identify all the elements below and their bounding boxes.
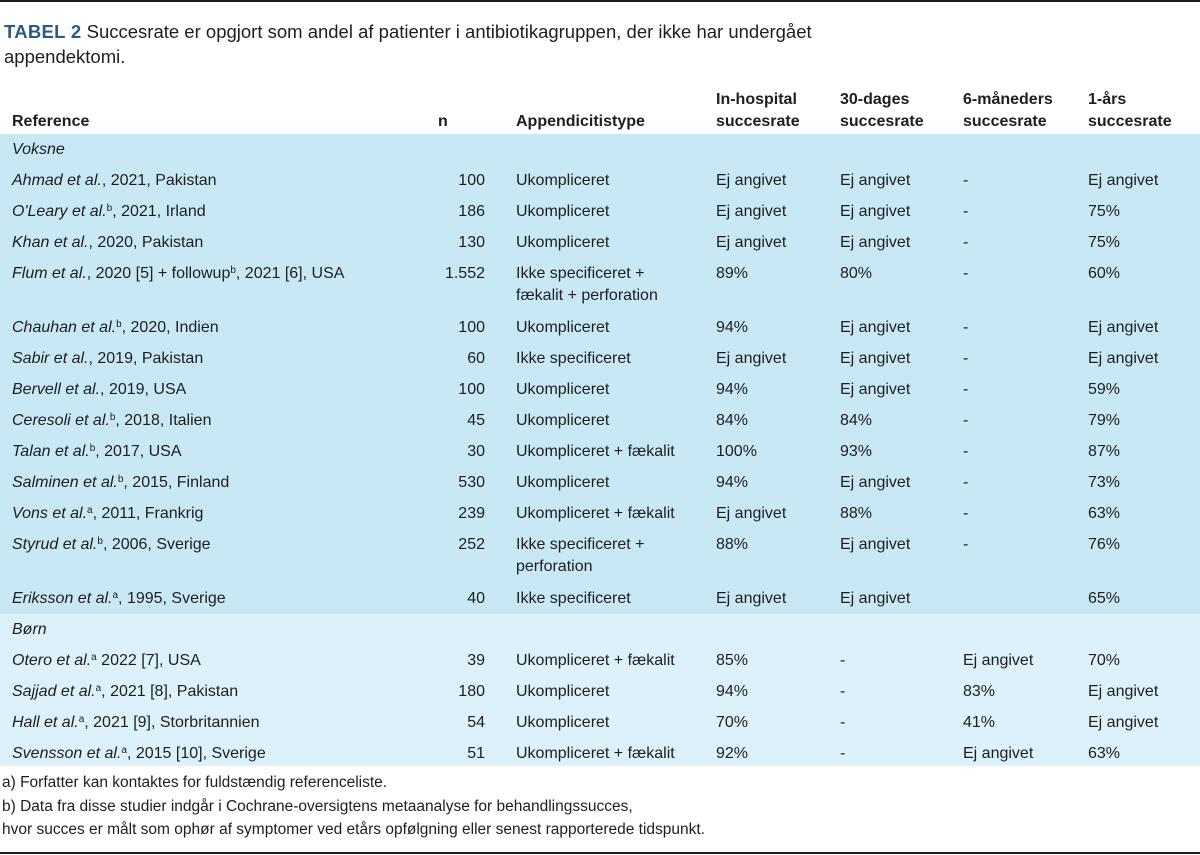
author-name: Flum et al.: [12, 265, 87, 282]
type-line: Ukompliceret: [516, 172, 610, 189]
cell-1-year: 59%: [1088, 381, 1121, 398]
footnote-marker: b: [109, 412, 116, 423]
cell-30-days: 88%: [840, 505, 873, 522]
cell-n: 130: [458, 234, 485, 251]
cell-appendicitistype: [516, 681, 609, 703]
cell-1-year: 63%: [1088, 505, 1121, 522]
cell-appendicitistype: [516, 712, 609, 734]
table-row: [0, 263, 1200, 317]
table-row: [0, 317, 1200, 348]
cell-in-hospital: Ej angivet: [716, 590, 787, 607]
author-name: Otero et al.: [12, 652, 92, 669]
author-name: Khan et al.: [12, 234, 89, 251]
cell-6-months: -: [963, 381, 969, 398]
table-row: [0, 472, 1200, 503]
type-line: Ukompliceret: [516, 412, 610, 429]
cell-reference: [12, 588, 226, 610]
cell-1-year: 87%: [1088, 443, 1121, 460]
cell-n: 100: [458, 319, 485, 336]
cell-1-year: 63%: [1088, 745, 1121, 762]
caption-text: Succesrate er opgjort som andel af patienter i antibiotikagruppen, der ikke har undergået appendektomi.: [4, 21, 812, 67]
cell-appendicitistype: [516, 170, 609, 192]
cell-1-year: Ej angivet: [1088, 714, 1159, 731]
table-row: [0, 441, 1200, 472]
cell-1-year: Ej angivet: [1088, 172, 1159, 189]
cell-6-months: -: [963, 443, 969, 460]
cell-reference: [12, 650, 201, 672]
header-appendicitistype: Appendicitistype: [516, 113, 645, 130]
cell-appendicitistype: [516, 263, 658, 307]
bottom-rule: [0, 852, 1200, 854]
cell-n: 45: [467, 412, 485, 429]
reference-detail: , 2019, Pakistan: [88, 350, 204, 367]
cell-n: 1.552: [444, 265, 485, 282]
cell-30-days: -: [840, 683, 846, 700]
reference-detail: , 2020 [5] + followup: [86, 265, 231, 282]
cell-in-hospital: 94%: [716, 319, 749, 336]
footnote-a: a) Forfatter kan kontaktes for fuldstændig referenceliste.: [2, 774, 388, 791]
group-boern: [0, 614, 1200, 766]
reference-detail: , 2015, Finland: [123, 474, 230, 491]
cell-reference: [12, 503, 203, 525]
type-line: Ukompliceret + fækalit: [516, 443, 675, 460]
cell-1-year: 76%: [1088, 536, 1121, 553]
footnote-marker: a: [78, 714, 85, 725]
reference-detail: , 2021 [6], USA: [235, 265, 345, 282]
header-1-year: 1-års succesrate: [1088, 91, 1172, 130]
author-name: Bervell et al.: [12, 381, 101, 398]
header-6-months: 6-måneders succesrate: [963, 91, 1053, 130]
cell-n: 530: [458, 474, 485, 491]
type-line: Ukompliceret: [516, 381, 610, 398]
cell-30-days: Ej angivet: [840, 536, 911, 553]
cell-in-hospital: 94%: [716, 381, 749, 398]
cell-n: 186: [458, 203, 485, 220]
author-name: Eriksson et al.: [12, 590, 113, 607]
cell-appendicitistype: [516, 743, 675, 765]
cell-1-year: Ej angivet: [1088, 319, 1159, 336]
cell-30-days: 84%: [840, 412, 873, 429]
cell-n: 39: [467, 652, 485, 669]
table-row: [0, 712, 1200, 743]
cell-30-days: 93%: [840, 443, 873, 460]
cell-30-days: Ej angivet: [840, 319, 911, 336]
cell-in-hospital: Ej angivet: [716, 234, 787, 251]
table-row: [0, 534, 1200, 588]
type-line: Ukompliceret: [516, 683, 610, 700]
cell-in-hospital: 100%: [716, 443, 757, 460]
author-name: Vons et al.: [12, 505, 88, 522]
cell-in-hospital: 94%: [716, 683, 749, 700]
cell-n: 100: [458, 172, 485, 189]
cell-appendicitistype: [516, 379, 609, 401]
type-line: Ukompliceret: [516, 203, 610, 220]
table-row: [0, 650, 1200, 681]
cell-1-year: 60%: [1088, 265, 1121, 282]
cell-6-months: -: [963, 474, 969, 491]
reference-detail: 2022 [7], USA: [96, 652, 201, 669]
footnote-marker: b: [97, 536, 103, 547]
reference-detail: , 2015 [10], Sverige: [126, 745, 266, 762]
cell-6-months: 83%: [963, 683, 996, 700]
cell-30-days: Ej angivet: [840, 350, 911, 367]
author-name: O'Leary et al.: [12, 203, 107, 220]
cell-6-months: -: [963, 319, 969, 336]
cell-6-months: -: [963, 536, 969, 553]
cell-n: 51: [467, 745, 485, 762]
reference-detail: , 2021 [8], Pakistan: [101, 683, 239, 700]
table-row: [0, 170, 1200, 201]
cell-30-days: 80%: [840, 265, 873, 282]
cell-30-days: -: [840, 652, 846, 669]
cell-appendicitistype: [516, 232, 609, 254]
cell-n: 40: [467, 590, 485, 607]
author-name: Sabir et al.: [12, 350, 89, 367]
cell-appendicitistype: [516, 472, 609, 494]
reference-detail: , 2017, USA: [95, 443, 182, 460]
cell-appendicitistype: [516, 588, 631, 610]
cell-reference: [12, 379, 186, 401]
author-name: Styrud et al.: [12, 536, 98, 553]
type-line: Ukompliceret: [516, 319, 610, 336]
type-line: Ikke specificeret +: [516, 265, 645, 282]
cell-6-months: Ej angivet: [963, 652, 1034, 669]
cell-appendicitistype: [516, 348, 631, 370]
footnotes: [2, 771, 705, 842]
cell-reference: [12, 170, 217, 192]
header-in-hospital: In-hospital succesrate: [716, 91, 800, 130]
cell-n: 60: [467, 350, 485, 367]
cell-n: 239: [458, 505, 485, 522]
cell-in-hospital: Ej angivet: [716, 172, 787, 189]
reference-detail: , 2020, Indien: [121, 319, 219, 336]
cell-appendicitistype: [516, 317, 609, 339]
table-row: [0, 232, 1200, 263]
reference-detail: , 2011, Frankrig: [92, 505, 204, 522]
type-line: Ikke specificeret: [516, 590, 631, 607]
table-row: [0, 379, 1200, 410]
cell-appendicitistype: [516, 410, 609, 432]
table-row: [0, 348, 1200, 379]
author-name: Sajjad et al.: [12, 683, 96, 700]
table-row: [0, 503, 1200, 534]
cell-n: 100: [458, 381, 485, 398]
cell-appendicitistype: [516, 650, 675, 672]
cell-appendicitistype: [516, 441, 675, 463]
cell-30-days: Ej angivet: [840, 234, 911, 251]
cell-in-hospital: Ej angivet: [716, 203, 787, 220]
cell-6-months: -: [963, 203, 969, 220]
cell-reference: [12, 681, 238, 703]
top-rule: [0, 0, 1200, 2]
cell-30-days: -: [840, 714, 846, 731]
header-reference: Reference: [12, 113, 90, 130]
reference-detail: , 2021 [9], Storbritannien: [84, 714, 260, 731]
footnote-marker: a: [95, 683, 102, 694]
table-label: TABEL 2: [4, 21, 82, 42]
footnote-marker: a: [112, 590, 119, 601]
cell-reference: [12, 534, 211, 556]
author-name: Ahmad et al.: [12, 172, 102, 189]
cell-reference: [12, 712, 260, 734]
cell-6-months: -: [963, 172, 969, 189]
cell-30-days: Ej angivet: [840, 172, 911, 189]
footnote-marker: b: [116, 319, 122, 330]
cell-in-hospital: 85%: [716, 652, 749, 669]
type-line: Ukompliceret + fækalit: [516, 505, 675, 522]
section-label: Børn: [12, 621, 47, 638]
cell-reference: [12, 348, 203, 370]
header-n: n: [438, 113, 448, 130]
cell-in-hospital: 92%: [716, 745, 749, 762]
footnote-marker: a: [91, 652, 97, 663]
type-line: perforation: [516, 558, 593, 575]
cell-1-year: Ej angivet: [1088, 683, 1159, 700]
cell-in-hospital: 88%: [716, 536, 749, 553]
author-name: Salminen et al.: [12, 474, 118, 491]
table-row: [0, 410, 1200, 441]
footnote-marker: b: [106, 203, 113, 214]
reference-detail: , 2006, Sverige: [102, 536, 211, 553]
cell-in-hospital: Ej angivet: [716, 350, 787, 367]
group-voksne: [0, 134, 1200, 614]
cell-1-year: 79%: [1088, 412, 1121, 429]
type-line: Ukompliceret: [516, 714, 610, 731]
cell-1-year: Ej angivet: [1088, 350, 1159, 367]
cell-reference: [12, 201, 206, 223]
cell-n: 30: [467, 443, 485, 460]
cell-1-year: 73%: [1088, 474, 1121, 491]
cell-6-months: -: [963, 265, 969, 282]
cell-reference: [12, 410, 211, 432]
cell-in-hospital: 89%: [716, 265, 749, 282]
reference-detail: , 2018, Italien: [115, 412, 212, 429]
cell-appendicitistype: [516, 201, 609, 223]
cell-in-hospital: 84%: [716, 412, 749, 429]
footnote-b-continued: hvor succes er målt som ophør af symptomer ved etårs opfølgning eller senest rapporterede tidspunkt.: [2, 821, 705, 838]
cell-reference: [12, 263, 344, 285]
cell-in-hospital: 70%: [716, 714, 749, 731]
cell-1-year: 75%: [1088, 203, 1121, 220]
author-name: Ceresoli et al.: [12, 412, 110, 429]
cell-n: 180: [458, 683, 485, 700]
author-name: Svensson et al.: [12, 745, 122, 762]
cell-6-months: 41%: [963, 714, 996, 731]
cell-in-hospital: Ej angivet: [716, 505, 787, 522]
cell-reference: [12, 317, 219, 339]
type-line: Ukompliceret: [516, 234, 610, 251]
cell-reference: [12, 743, 266, 765]
cell-30-days: Ej angivet: [840, 381, 911, 398]
cell-6-months: -: [963, 350, 969, 367]
cell-1-year: 65%: [1088, 590, 1121, 607]
type-line: fækalit + perforation: [516, 287, 658, 304]
cell-reference: [12, 472, 229, 494]
cell-in-hospital: 94%: [716, 474, 749, 491]
cell-30-days: -: [840, 745, 846, 762]
type-line: Ikke specificeret: [516, 350, 631, 367]
reference-detail: , 2020, Pakistan: [88, 234, 204, 251]
table-row: [0, 681, 1200, 712]
reference-detail: , 1995, Sverige: [118, 590, 226, 607]
type-line: Ukompliceret: [516, 474, 610, 491]
cell-appendicitistype: [516, 503, 675, 525]
cell-6-months: -: [963, 234, 969, 251]
author-name: Chauhan et al.: [12, 319, 117, 336]
header-30-days: 30-dages succesrate: [840, 91, 924, 130]
cell-30-days: Ej angivet: [840, 474, 911, 491]
type-line: Ukompliceret + fækalit: [516, 652, 675, 669]
reference-detail: , 2021, Irland: [112, 203, 206, 220]
cell-6-months: -: [963, 412, 969, 429]
cell-6-months: Ej angivet: [963, 745, 1034, 762]
author-name: Talan et al.: [12, 443, 90, 460]
author-name: Hall et al.: [12, 714, 79, 731]
cell-reference: [12, 232, 203, 254]
cell-1-year: 75%: [1088, 234, 1121, 251]
table-header: [0, 86, 1200, 134]
section-label: Voksne: [12, 141, 65, 158]
footnote-marker: a: [121, 745, 127, 756]
cell-appendicitistype: [516, 534, 645, 578]
cell-n: 252: [458, 536, 485, 553]
reference-detail: , 2019, USA: [100, 381, 187, 398]
reference-detail: , 2021, Pakistan: [101, 172, 217, 189]
footnote-marker: a: [87, 505, 93, 516]
type-line: Ikke specificeret +: [516, 536, 645, 553]
cell-30-days: Ej angivet: [840, 590, 911, 607]
cell-6-months: -: [963, 505, 969, 522]
footnote-marker: b: [117, 474, 124, 485]
footnote-b: b) Data fra disse studier indgår i Cochrane-oversigtens metaanalyse for behandlingssucces,: [2, 797, 633, 815]
cell-n: 54: [467, 714, 485, 731]
table-row: [0, 743, 1200, 774]
cell-30-days: Ej angivet: [840, 203, 911, 220]
table-caption: [4, 19, 864, 69]
type-line: Ukompliceret + fækalit: [516, 745, 675, 762]
footnote-marker: b: [89, 443, 96, 454]
cell-reference: [12, 441, 182, 463]
table-row: [0, 201, 1200, 232]
cell-1-year: 70%: [1088, 652, 1121, 669]
footnote-marker: b: [230, 265, 236, 276]
